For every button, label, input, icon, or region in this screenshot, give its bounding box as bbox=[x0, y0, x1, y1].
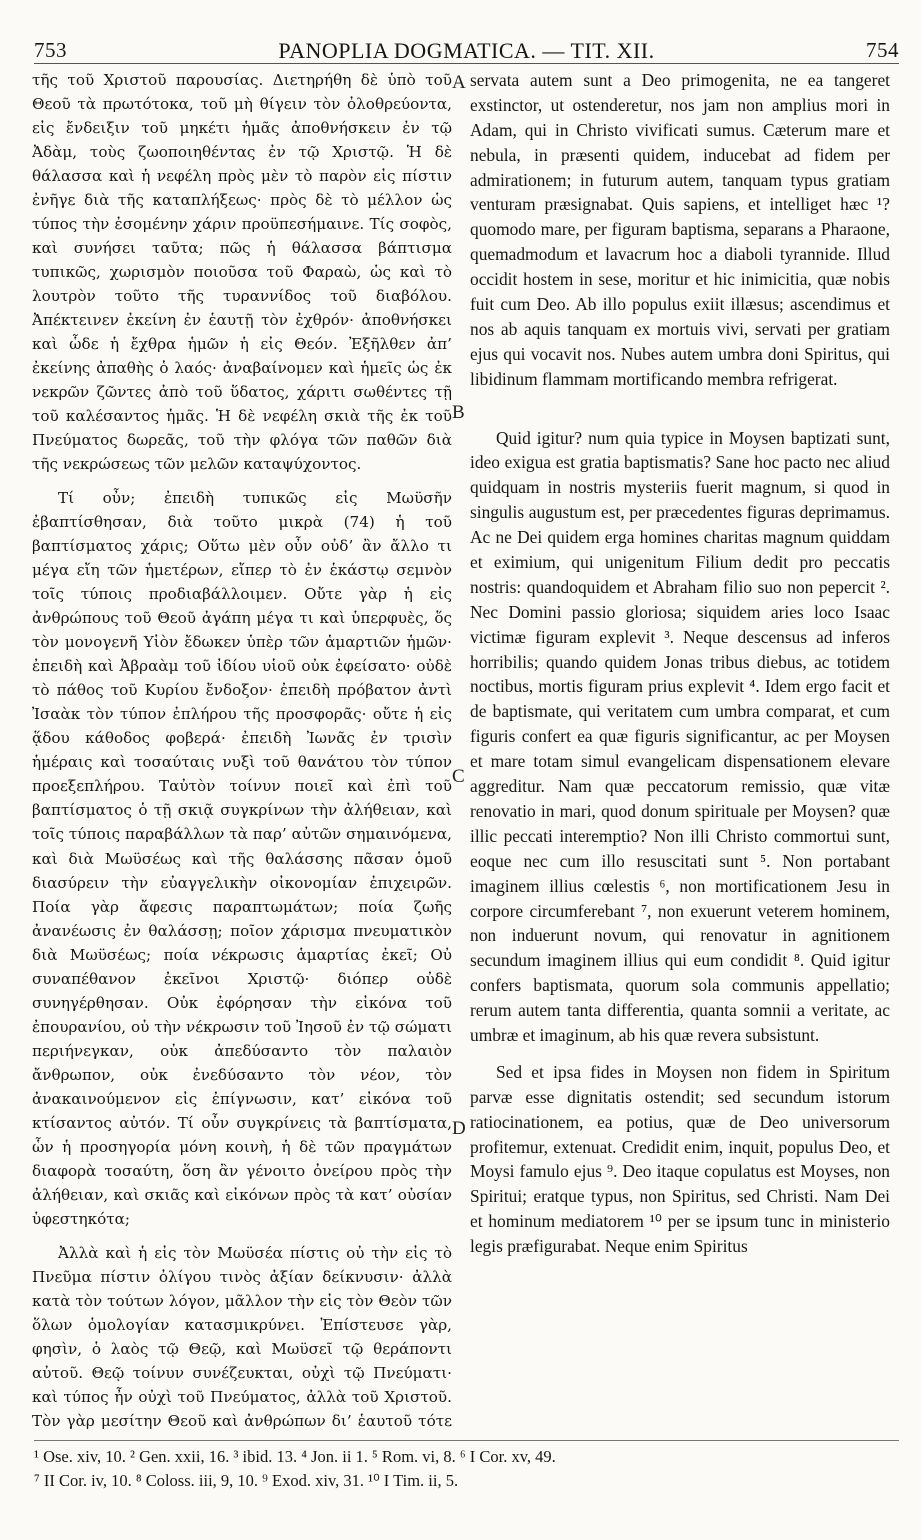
margin-marker-d: D bbox=[452, 1118, 466, 1139]
footnotes bbox=[34, 1440, 899, 1493]
greek-paragraph-3: Ἀλλὰ καὶ ἡ εἰς τὸν Μωϋσέα πίστις οὐ τὴν εἰς τὸ Πνεῦμα πίστιν ὀλίγου τινὸς ἀξίαν δείκνυσιν· ἀλλὰ κατὰ τὸν τούτων λόγον, μᾶλλον τὴν εἰς τὸν Θεὸν τῶν ὅλων ὁμολογίαν κατασμικρύνει. Ἐπίστευσε γὰρ, φησὶν, ὁ λαὸς τῷ Θεῷ, καὶ Μωϋσεῖ τῷ θεράποντι αὐτοῦ. Θεῷ τοίνυν συνέζευκται, οὐχὶ τῷ Πνεύματι· καὶ τύπος ἦν οὐχὶ τοῦ Πνεύματος, ἀλλὰ τοῦ Χριστοῦ. Τὸν γὰρ μεσίτην Θεοῦ καὶ ἀνθρώπων δι’ ἑαυτοῦ τότε bbox=[32, 1243, 452, 1430]
greek-column bbox=[32, 68, 452, 1430]
latin-paragraph-3: Sed et ipsa fides in Moysen non fidem in Spiritum parvæ esse dignitatis ostendit; sed secundum istorum ratiocinationem, ea potius, quæ de Deo universorum profitemur, extenuat. Credidit enim, inquit, populus Deo, et Moysi famulo ejus ⁹. Deo itaque copulatus est Moyses, non Spiritui; eratque typus, non Spiritus, sed Christi. Nam Dei et hominum mediatorem ¹⁰ per se ipsum tunc in ministerio legis præfigurabat. Neque enim Spiritus bbox=[470, 1061, 890, 1257]
margin-marker-a: A bbox=[452, 72, 466, 93]
greek-paragraph-2: Τί οὖν; ἐπειδὴ τυπικῶς εἰς Μωϋσῆν ἐβαπτίσθησαν, διὰ τοῦτο μικρὰ (74) ἡ τοῦ βαπτίσματος χάρις; Οὕτω μὲν οὖν οὐδ’ ἂν ἄλλο τι μέγα εἴη τῶν ἡμετέρων, εἴπερ τὸ ἐν ἑκάστῳ σεμνὸν τοῖς τύποις προδιαβάλλοιμεν. Οὔτε γὰρ ἡ εἰς ἀνθρώπους τοῦ Θεοῦ ἀγάπη μέγα τι καὶ ὑπερφυὲς, ὅς τὸν μονογενῆ Υἱὸν ἔδωκεν ὑπὲρ τῶν ἁμαρτιῶν ἡμῶν· ἐπειδὴ καὶ Ἀβραὰμ τοῦ ἰδίου υἱοῦ οὐκ ἐφείσατο· οὐδὲ τὸ πάθος τοῦ Κυρίου ἔνδοξον· ἐπειδὴ πρόβατον ἀντὶ Ἰσαὰκ τὸν τύπον ἐπλήρου τῆς προσφορᾶς· οὔτε ἡ εἰς ᾅδου κάθοδος φοβερά· ἐπειδὴ Ἰωνᾶς ἐν τρισὶν ἡμέραις καὶ τοσαύταις νυξὶ τοῦ θανάτου τὸν τύπον προεξεπλήρου. Ταὐτὸν τοίνυν ποιεῖ καὶ ἐπὶ τοῦ βαπτίσματος ὁ τῇ σκιᾷ συγκρίνων τὴν ἀλήθειαν, καὶ τοῖς τύποις παραβάλλων τὰ παρ’ αὐτῶν σημαινόμενα, καὶ διὰ Μωϋσέως καὶ τῆς θαλάσσης πᾶσαν ὁμοῦ διασύρειν τὴν εὐαγγελικὴν οἰκονομίαν ἐπιχειρῶν. Ποία γὰρ ἄφεσις παραπτωμάτων; ποία ζωῆς ἀνανέωσις ἐν θαλάσσῃ; ποῖον χάρισμα πνευματικὸν διὰ Μωϋσέως; ποία νέκρωσις ἁμαρτίας ἐκεῖ; Οὐ συναπέθανον ἐκεῖνοι Χριστῷ· διόπερ οὐδὲ συνηγέρθησαν. Οὐκ ἐφόρησαν τὴν εἰκόνα τοῦ ἐπουρανίου, οὐ τὴν νέκρωσιν τοῦ Ἰησοῦ ἐν τῷ σώματι περιήνεγκαν, οὐκ ἀπεδύσαντο τὸν παλαιὸν ἄνθρωπον, οὐκ ἐνεδύσαντο τὸν νέον, τὸν ἀνακαινούμενον εἰς ἐπίγνωσιν, κατ’ εἰκόνα τοῦ κτίσαντος αὐτόν. Τί οὖν συγκρίνεις τὰ βαπτίσματα, ὧν ἡ προσηγορία μόνη κοινὴ, ἡ δὲ τῶν πραγμάτων διαφορὰ τοσαύτη, ὅση ἂν γένοιτο ὀνείρου πρὸς τὴν ἀλήθειαν, καὶ σκιᾶς καὶ εἰκόνων πρὸς τὰ κατ’ οὐσίαν ὑφεστηκότα; bbox=[32, 489, 452, 1228]
header-rule bbox=[34, 63, 899, 64]
latin-column bbox=[470, 68, 890, 1430]
page-number-right: 754 bbox=[866, 38, 899, 62]
footnote-line-1: ¹ Ose. xiv, 10. ² Gen. xxii, 16. ³ ibid. 13. ⁴ Jon. ii 1. ⁵ Rom. vi, 8. ⁶ I Cor. xv, 49. bbox=[34, 1447, 556, 1466]
greek-paragraph-1: τῆς τοῦ Χριστοῦ παρουσίας. Διετηρήθη δὲ ὑπὸ τοῦ Θεοῦ τὰ πρωτότοκα, τοῦ μὴ θίγειν τὸν ὀλοθρεύοντα, εἰς ἔνδειξιν τοῦ μηκέτι ἡμᾶς ἀποθνήσκειν ἐν τῷ Ἀδὰμ, τοὺς ζωοποιηθέντας ἐν τῷ Χριστῷ. Ἡ δὲ θάλασσα καὶ ἡ νεφέλη πρὸς μὲν τὸ παρὸν εἰς πίστιν ἐνῆγε διὰ τῆς καταπλήξεως· πρὸς δὲ τὸ μέλλον ὡς τύπος τὴν ἐσομένην χάριν προϋπεσήμαινε. Τίς σοφὸς, καὶ συνήσει ταῦτα; πῶς ἡ θάλασσα βάπτισμα τυπικῶς, χωρισμὸν ποιοῦσα τοῦ Φαραὼ, ὡς καὶ τὸ λουτρὸν τοῦτο τῆς τυραννίδος τοῦ διαβόλου. Ἀπέκτεινεν ἐκείνη ἐν ἑαυτῇ τὸν ἐχθρόν· ἀποθνήσκει καὶ ὧδε ἡ ἔχθρα ἡμῶν ἡ εἰς Θεόν. Ἐξῆλθεν ἀπ’ ἐκείνης ἀπαθὴς ὁ λαός· ἀναβαίνομεν καὶ ἡμεῖς ὡς ἐκ νεκρῶν ζῶντες ἀπὸ τοῦ ὕδατος, χάριτι σωθέντες τῇ τοῦ καλέσαντος ἡμᾶς. Ἡ δὲ νεφέλη σκιὰ τῆς ἐκ τοῦ Πνεύματος δωρεᾶς, τοῦ τὴν φλόγα τῶν παθῶν διὰ τῆς νεκρώσεως τῶν μελῶν καταψύχοντος. bbox=[32, 71, 452, 474]
latin-paragraph-1: servata autem sunt a Deo primogenita, ne ea tangeret exstinctor, ut ostenderetur, nos jam non amplius mori in Adam, qui in Christo vivificati sumus. Cæterum mare et nebula, in præsenti quidem, inducebat ad fidem per admirationem; in futurum autem, tanquam typus gratiam venturam præsignabat. Quis sapiens, et intelliget hæc ¹? quomodo mare, per figuram baptisma, separans a Pharaone, quemadmodum et lavacrum hoc a diaboli tyrannide. Illud occidit hostem in sese, moritur et hic inimicitia, quæ nobis fuit cum Deo. Ab illo populus exiit illæsus; ascendimus et nos ab aquis tanquam ex mortuis vivi, servati per gratiam ejus qui vocavit nos. Nubes autem umbra doni Spiritus, qui libidinum flammam mortificando membra refrigerat. bbox=[470, 70, 890, 389]
page-number-left: 753 bbox=[34, 38, 67, 62]
footnote-line-2: ⁷ II Cor. iv, 10. ⁸ Coloss. iii, 9, 10. ⁹ Exod. xiv, 31. ¹⁰ I Tim. ii, 5. bbox=[34, 1470, 459, 1490]
latin-paragraph-2: Quid igitur? num quia typice in Moysen baptizati sunt, ideo exigua est gratia baptismatis? Sane hoc pacto nec aliud quidquam in nostris mysteriis fuerit magnum, si quod in singulis augustum est, per præcedentes figuras deprimamus. Ac ne Dei quidem erga homines charitas magnum quiddam et eximium, qui unigenitum Filium dedit pro peccatis nostris: quandoquidem et Abraham filio suo non pepercit ². Nec Domini passio gloriosa; siquidem aries loco Isaac victimæ figuram explevit ³. Neque descensus ad inferos horribilis; quando quidem Jonas tribus diebus, ac totidem noctibus, mortis figuram prius explevit ⁴. Idem ergo facit et de baptismate, qui veritatem cum umbra comparat, et cum figuris confert ea quæ figuris significantur, ac per Moysen et mare totam simul evangelicam dispensationem elevare aggreditur. Nam quæ peccatorum remissio, quæ vitæ renovatio in mari, quod donum spirituale per Moysen? quæ illic peccati interemptio? Non illi Christo commortui sunt, eoque nec cum illo resuscitati sunt ⁵. Non portabant imaginem illius cœlestis ⁶, non mortificationem Jesu in corpore circumferebant ⁷, non exuerunt veterem hominem, non induerunt novum, qui renovatur in agnitionem secundum imaginem illius qui eum condidit ⁸. Quid igitur confers baptismata, quorum sola communis appellatio; rerum autem tanta differentia, quanta somnii a veritate, ac umbræ et imaginum, ab his quæ revera subsistunt. bbox=[470, 427, 890, 1045]
running-title: PANOPLIA DOGMATICA. — TIT. XII. bbox=[278, 38, 655, 63]
margin-marker-c: C bbox=[452, 766, 465, 787]
margin-marker-b: B bbox=[452, 402, 465, 423]
page-header bbox=[34, 28, 899, 68]
